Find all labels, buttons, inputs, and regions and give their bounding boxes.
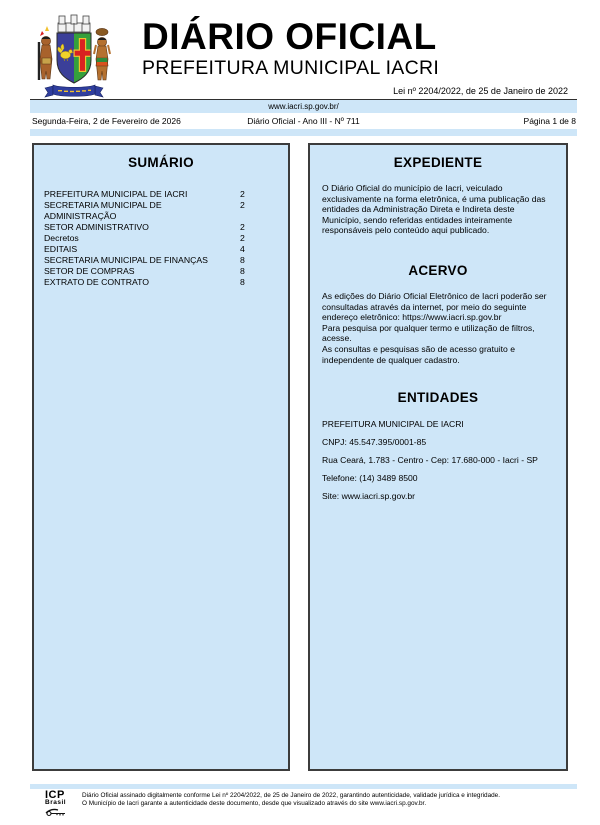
summary-item-page: 2	[240, 189, 245, 199]
edition-info-row	[30, 113, 577, 129]
summary-item-page: 2	[240, 200, 245, 210]
edition-number: Diário Oficial - Ano III - Nº 711	[247, 116, 360, 126]
digital-signature-notice	[82, 792, 576, 807]
law-reference: Lei nº 2204/2022, de 25 de Janeiro de 2022	[393, 86, 568, 96]
summary-item-page: 2	[240, 233, 245, 243]
edition-header-bar	[30, 99, 577, 136]
summary-title: SUMÁRIO	[128, 155, 194, 170]
page-subtitle: PREFEITURA MUNICIPAL IACRI	[142, 57, 440, 79]
acervo-title: ACERVO	[408, 262, 468, 278]
summary-item-label: EXTRATO DE CONTRATO	[44, 277, 150, 287]
entidades-details	[322, 419, 554, 501]
summary-item	[44, 277, 250, 288]
info-panel	[308, 143, 568, 771]
acervo-paragraph: Para pesquisa por qualquer termo e utilização de filtros, acesse.	[322, 322, 535, 344]
summary-item-page: 8	[240, 266, 245, 276]
summary-item-label: SETOR ADMINISTRATIVO	[44, 222, 149, 232]
summary-item-label: PREFEITURA MUNICIPAL DE IACRI	[44, 189, 188, 199]
summary-item	[44, 244, 250, 255]
entity-site: Site: www.iacri.sp.gov.br	[322, 491, 415, 502]
signature-line-2: O Município de Iacri garante a autenticidade deste documento, desde que visualizado através do site www.iacri.sp.gov.br.	[82, 799, 427, 807]
edition-date: Segunda-Feira, 2 de Fevereiro de 2026	[32, 116, 181, 126]
summary-item	[44, 222, 250, 233]
entity-phone: Telefone: (14) 3489 8500	[322, 473, 418, 484]
icp-key-hand-icon	[45, 807, 71, 817]
expediente-title: EXPEDIENTE	[393, 155, 483, 170]
summary-item	[44, 200, 250, 222]
summary-item-page: 4	[240, 244, 245, 254]
website-url: www.iacri.sp.gov.br/	[30, 100, 577, 113]
iacri-coat-of-arms-icon	[33, 12, 115, 103]
summary-item	[44, 266, 250, 277]
summary-item	[44, 233, 250, 244]
icp-logo-subtext: Brasil	[45, 799, 67, 806]
summary-item	[44, 189, 250, 200]
footer-divider-stripe	[30, 784, 577, 789]
entity-address: Rua Ceará, 1.783 - Centro - Cep: 17.680-000 - Iacri - SP	[322, 455, 538, 466]
page-title: DIÁRIO OFICIAL	[142, 16, 437, 57]
summary-item-label: SECRETARIA MUNICIPAL DE FINANÇAS	[44, 255, 208, 265]
summary-item-page: 2	[240, 222, 245, 232]
signature-line-1: Diário Oficial assinado digitalmente conforme Lei nº 2204/2022, de 25 de Janeiro de 2022, garantindo autenticidade, validade jurídica e integridade.	[82, 792, 501, 799]
summary-panel	[32, 143, 290, 771]
icp-brasil-logo	[45, 790, 79, 817]
summary-item	[44, 255, 250, 266]
summary-item-label: SETOR DE COMPRAS	[44, 266, 135, 276]
entity-name: PREFEITURA MUNICIPAL DE IACRI	[322, 419, 464, 430]
header-divider-stripe	[30, 129, 577, 136]
entidades-title: ENTIDADES	[397, 390, 479, 406]
summary-item-label: EDITAIS	[44, 244, 78, 254]
acervo-body	[322, 291, 554, 365]
summary-item-page: 8	[240, 255, 245, 265]
expediente-body: O Diário Oficial do município de Iacri, veiculado exclusivamente na forma eletrônica, é uma publicação das entidades da Administração Direta e Indireta deste Município, sendo referidas entidades inteiramente responsáveis pelo conteúdo aqui publicado.	[322, 183, 546, 236]
acervo-paragraph: As edições do Diário Oficial Eletrônico de Iacri poderão ser consultadas através da internet, por meio do seguinte endereço eletrônico: https://www.iacri.sp.gov.br	[322, 290, 547, 323]
summary-item-label: Decretos	[44, 233, 79, 243]
summary-item-page: 8	[240, 277, 245, 287]
summary-item-label: SECRETARIA MUNICIPAL DE ADMINISTRAÇÃO	[44, 200, 162, 221]
summary-list	[34, 189, 288, 288]
icp-logo-text: ICP	[45, 789, 65, 801]
acervo-paragraph: As consultas e pesquisas são de acesso gratuito e independente de qualquer cadastro.	[322, 343, 515, 365]
entity-cnpj: CNPJ: 45.547.395/0001-85	[322, 437, 427, 448]
page-indicator: Página 1 de 8	[523, 116, 576, 126]
